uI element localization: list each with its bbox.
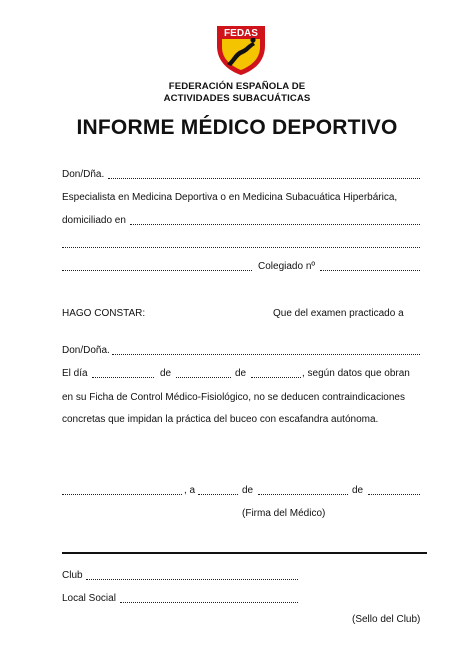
text-concretas: concretas que impidan la práctica del buceo con escafandra autónoma. bbox=[62, 414, 379, 425]
field-firma-mes[interactable] bbox=[258, 485, 348, 495]
field-domicilio[interactable] bbox=[130, 215, 420, 225]
fedas-logo bbox=[215, 24, 267, 76]
logo-text: FEDAS bbox=[224, 28, 258, 39]
label-don-dna: Don/Dña. bbox=[62, 169, 105, 180]
text-ficha-control: en su Ficha de Control Médico-Fisiológico, no se deducen contraindicaciones bbox=[62, 392, 405, 403]
field-colegiado[interactable] bbox=[320, 261, 420, 271]
text-que-del-examen: Que del examen practicado a bbox=[273, 308, 404, 319]
label-hago-constar: HAGO CONSTAR: bbox=[62, 308, 146, 319]
label-el-dia: El día bbox=[62, 368, 88, 379]
field-dia[interactable] bbox=[92, 368, 154, 378]
label-colegiado: Colegiado nº bbox=[258, 261, 316, 272]
org-name-line-2: ACTIVIDADES SUBACUÁTICAS bbox=[163, 93, 311, 104]
label-a: , a bbox=[184, 485, 196, 496]
label-de-1: de bbox=[160, 368, 172, 379]
text-especialista: Especialista en Medicina Deportiva o en Medicina Subacuática Hiperbárica, bbox=[62, 192, 398, 203]
text-segun-datos: , según datos que obran bbox=[302, 368, 410, 379]
field-mes[interactable] bbox=[176, 368, 231, 378]
label-club: Club bbox=[62, 570, 83, 581]
label-domiciliado: domiciliado en bbox=[62, 215, 126, 226]
label-de-2: de bbox=[235, 368, 247, 379]
field-domicilio-cont[interactable] bbox=[62, 238, 420, 248]
label-firma-medico: (Firma del Médico) bbox=[242, 508, 326, 519]
field-firma-anio[interactable] bbox=[368, 485, 420, 495]
label-don-dona: Don/Doña. bbox=[62, 345, 110, 356]
org-name-line-1: FEDERACIÓN ESPAÑOLA DE bbox=[168, 81, 306, 92]
document-title: INFORME MÉDICO DEPORTIVO bbox=[76, 116, 398, 139]
fedas-shield-icon bbox=[215, 24, 267, 76]
field-club[interactable] bbox=[86, 570, 298, 580]
label-firma-de-2: de bbox=[352, 485, 364, 496]
field-firma-dia[interactable] bbox=[198, 485, 238, 495]
field-domicilio-cont-2[interactable] bbox=[62, 261, 252, 271]
field-don-dna[interactable] bbox=[108, 169, 420, 179]
field-local-social[interactable] bbox=[120, 593, 298, 603]
label-local-social: Local Social bbox=[62, 593, 116, 604]
field-anio[interactable] bbox=[251, 368, 301, 378]
section-divider bbox=[62, 552, 427, 554]
field-lugar[interactable] bbox=[62, 485, 182, 495]
field-don-dona[interactable] bbox=[112, 345, 420, 355]
label-firma-de-1: de bbox=[242, 485, 254, 496]
label-sello-club: (Sello del Club) bbox=[352, 614, 421, 625]
